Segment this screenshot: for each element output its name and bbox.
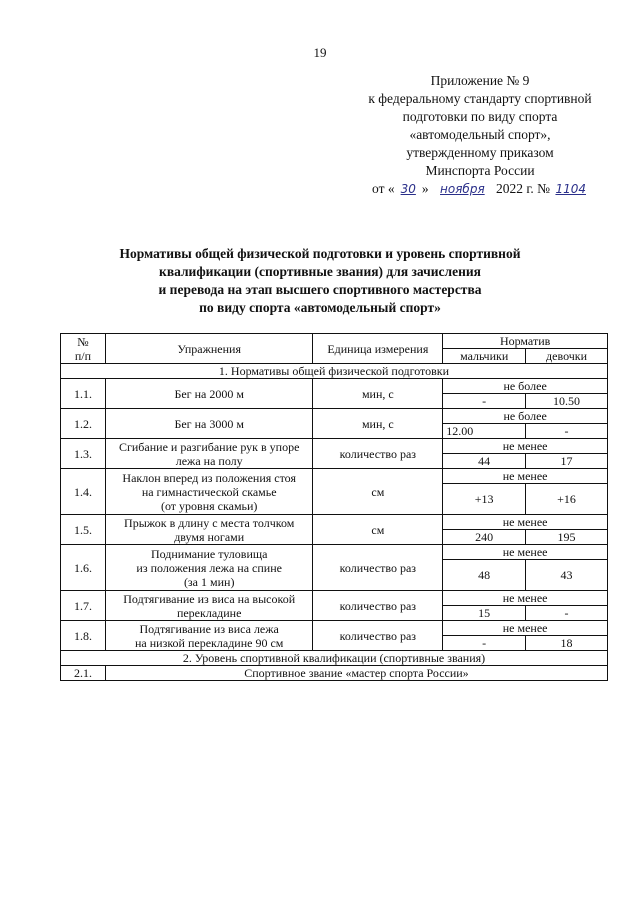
row-condition: не менее — [443, 545, 608, 560]
table-row — [61, 379, 608, 394]
header-unit: Единица измерения — [313, 334, 443, 364]
norms-table — [60, 333, 608, 681]
row-unit: количество раз — [313, 621, 443, 651]
row-boys: 240 — [443, 530, 526, 545]
appendix-line: утвержденному приказом — [406, 145, 554, 160]
row-condition: не менее — [443, 591, 608, 606]
row-title: Спортивное звание «мастер спорта России» — [105, 666, 607, 681]
row-boys: 48 — [443, 560, 526, 591]
header-exercise: Упражнения — [105, 334, 313, 364]
handwritten-month: ноября — [440, 182, 485, 196]
table-row — [61, 621, 608, 636]
header-boys: мальчики — [443, 349, 526, 364]
row-exercise: Бег на 3000 м — [105, 409, 313, 439]
row-girls: - — [526, 606, 608, 621]
document-title — [60, 245, 580, 317]
row-condition: не более — [443, 409, 608, 424]
date-year: 2022 г. № — [496, 181, 551, 196]
row-num: 1.3. — [61, 439, 106, 469]
row-girls: - — [526, 424, 608, 439]
handwritten-order-number: 1104 — [555, 182, 586, 196]
row-num: 1.1. — [61, 379, 106, 409]
row-num: 1.4. — [61, 469, 106, 515]
date-prefix: от « — [372, 181, 395, 196]
header-norm: Норматив — [443, 334, 608, 349]
date-mid: » — [421, 181, 429, 196]
table-row — [61, 439, 608, 454]
page-number: 19 — [313, 45, 327, 60]
row-girls: +16 — [526, 484, 608, 515]
appendix-line: Минспорта России — [425, 163, 535, 178]
row-num: 1.7. — [61, 591, 106, 621]
row-condition: не менее — [443, 515, 608, 530]
table-row — [61, 666, 608, 681]
row-num: 1.2. — [61, 409, 106, 439]
title-line: по виду спорта «автомодельный спорт» — [199, 300, 441, 315]
row-condition: не менее — [443, 621, 608, 636]
row-condition: не менее — [443, 469, 608, 484]
appendix-line: к федеральному стандарту спортивной — [368, 91, 592, 106]
row-condition: не более — [443, 379, 608, 394]
section-heading: 2. Уровень спортивной квалификации (спортивные звания) — [61, 651, 608, 666]
row-girls: 18 — [526, 636, 608, 651]
row-num: 1.8. — [61, 621, 106, 651]
appendix-line: Приложение № 9 — [430, 73, 530, 88]
row-girls: 195 — [526, 530, 608, 545]
row-boys: - — [443, 636, 526, 651]
appendix-line: подготовки по виду спорта — [402, 109, 558, 124]
row-girls: 10.50 — [526, 394, 608, 409]
section-heading: 1. Нормативы общей физической подготовки — [61, 364, 608, 379]
appendix-line: «автомодельный спорт», — [409, 127, 551, 142]
header-girls: девочки — [526, 349, 608, 364]
table-row — [61, 469, 608, 484]
table-row — [61, 515, 608, 530]
row-unit: см — [313, 469, 443, 515]
row-boys: - — [443, 394, 526, 409]
table-row — [61, 409, 608, 424]
handwritten-day: 30 — [400, 182, 416, 196]
row-num: 1.5. — [61, 515, 106, 545]
title-line: и перевода на этап высшего спортивного мастерства — [158, 282, 482, 297]
row-girls: 17 — [526, 454, 608, 469]
row-exercise: Подтягивание из виса лежа на низкой перекладине 90 см — [105, 621, 313, 651]
row-boys: 12.00 — [443, 424, 526, 439]
row-unit: количество раз — [313, 439, 443, 469]
row-exercise: Сгибание и разгибание рук в упоре лежа на полу — [105, 439, 313, 469]
row-unit: мин, с — [313, 379, 443, 409]
row-girls: 43 — [526, 560, 608, 591]
row-boys: 44 — [443, 454, 526, 469]
row-condition: не менее — [443, 439, 608, 454]
row-unit: мин, с — [313, 409, 443, 439]
table-row — [61, 545, 608, 560]
row-num: 2.1. — [61, 666, 106, 681]
row-exercise: Бег на 2000 м — [105, 379, 313, 409]
title-line: Нормативы общей физической подготовки и уровень спортивной — [119, 246, 521, 261]
header-num: № п/п — [61, 334, 106, 364]
row-unit: количество раз — [313, 545, 443, 591]
appendix-block — [330, 72, 630, 198]
row-num: 1.6. — [61, 545, 106, 591]
row-unit: количество раз — [313, 591, 443, 621]
row-unit: см — [313, 515, 443, 545]
table-row — [61, 591, 608, 606]
row-boys: +13 — [443, 484, 526, 515]
row-exercise: Поднимание туловища из положения лежа на спине (за 1 мин) — [105, 545, 313, 591]
row-exercise: Подтягивание из виса на высокой перекладине — [105, 591, 313, 621]
row-exercise: Наклон вперед из положения стоя на гимнастической скамье (от уровня скамьи) — [105, 469, 313, 515]
appendix-date-line — [330, 180, 630, 198]
row-exercise: Прыжок в длину с места толчком двумя ногами — [105, 515, 313, 545]
row-boys: 15 — [443, 606, 526, 621]
title-line: квалификации (спортивные звания) для зачисления — [159, 264, 481, 279]
